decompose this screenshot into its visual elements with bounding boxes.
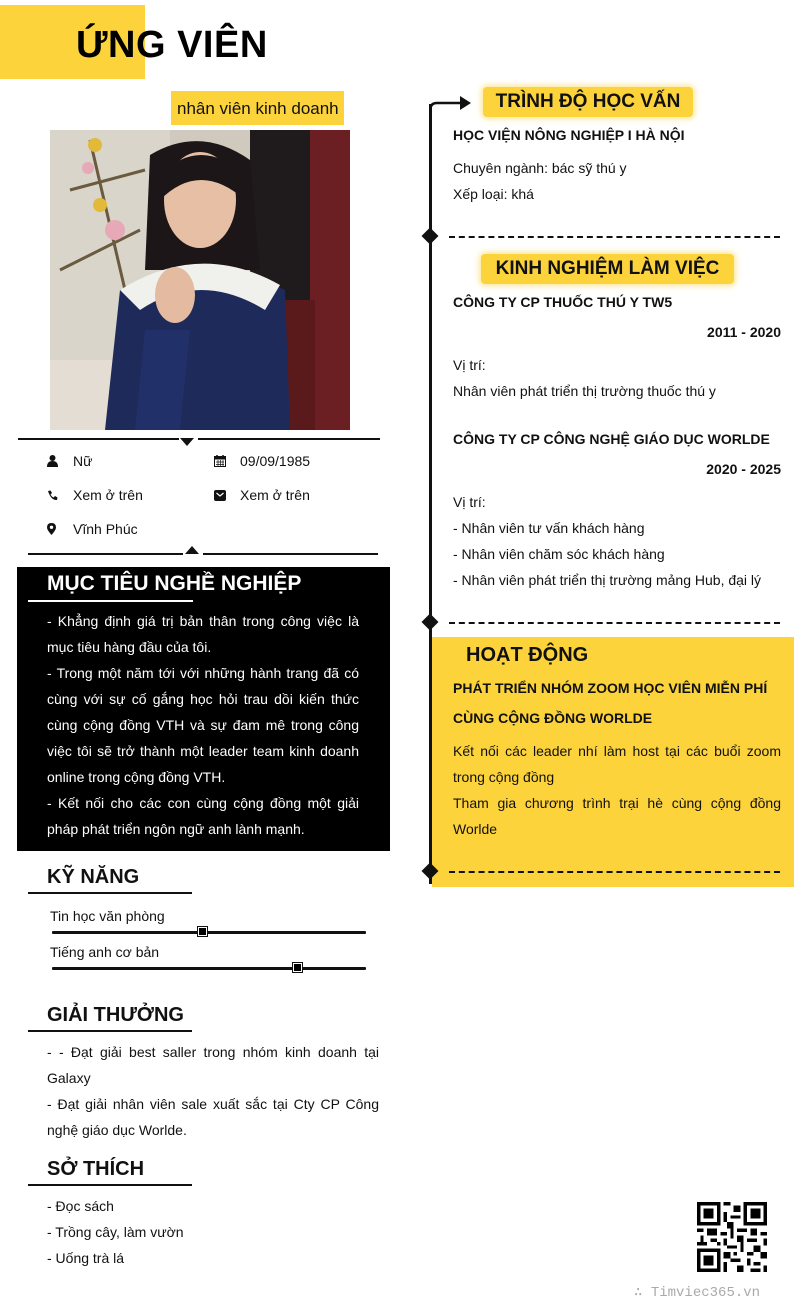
section-divider	[449, 622, 780, 624]
info-top-divider-left	[18, 438, 179, 440]
activity-description	[453, 738, 781, 842]
info-bottom-divider-right	[203, 553, 378, 555]
job-company: CÔNG TY CP THUỐC THÚ Y TW5	[453, 294, 673, 310]
birthday-value: 09/09/1985	[240, 453, 311, 469]
portrait-illustration	[50, 130, 350, 430]
candidate-photo	[50, 130, 350, 430]
job-position-label: Vị trí:	[453, 494, 486, 510]
job-company: CÔNG TY CP CÔNG NGHỆ GIÁO DỤC WORLDE	[453, 431, 770, 447]
objective-title: MỤC TIÊU NGHỀ NGHIỆP	[47, 572, 302, 595]
skill-level-handle	[292, 962, 303, 973]
user-icon	[47, 455, 73, 467]
award-item: - - Đạt giải best saller trong nhóm kinh doanh tại Galaxy	[47, 1044, 379, 1086]
section-divider	[449, 236, 780, 238]
calendar-icon	[214, 455, 240, 467]
education-major: Chuyên ngành: bác sỹ thú y	[453, 160, 627, 176]
skill-level-handle	[197, 926, 208, 937]
phone-value[interactable]: Xem ở trên	[73, 487, 143, 503]
skills-title: KỸ NĂNG	[47, 866, 140, 888]
activity-name: PHÁT TRIỂN NHÓM ZOOM HỌC VIÊN MIỄN PHÍ	[453, 680, 768, 696]
job-title-badge: nhân viên kinh doanh	[171, 91, 344, 125]
job-detail: - Nhân viên phát triển thị trường mảng Hub, đại lý	[453, 572, 762, 588]
hobby-item: - Uống trà lá	[47, 1250, 125, 1266]
skills-title-underline	[28, 892, 192, 894]
objective-line: - Kết nối cho các con cùng cộng đồng một giải pháp phát triển ngôn ngữ anh lành mạnh.	[47, 795, 359, 837]
activity-name: CÙNG CỘNG ĐỒNG WORLDE	[453, 710, 653, 726]
hobbies-list	[47, 1193, 347, 1271]
activity-desc-line: Tham gia chương trình trại hè cùng cộng đồng Worlde	[453, 795, 781, 837]
hobbies-title: SỞ THÍCH	[47, 1158, 145, 1180]
qr-code[interactable]	[697, 1202, 767, 1272]
site-watermark: ∴ Timviec365.vn	[634, 1285, 761, 1301]
email-value[interactable]: Xem ở trên	[240, 487, 310, 503]
objective-line: - Trong một năm tới với những hành trang đã có cùng với sự cố gắng học hỏi trau dồi kiến thức cùng cộng đồng VTH và sự đam mê trong công việc tôi sẽ trở thành một leader team kinh doanh online trong cộng đồng VTH.	[47, 665, 359, 785]
info-phone	[47, 487, 143, 503]
education-school: HỌC VIỆN NÔNG NGHIỆP I HÀ NỘI	[453, 127, 685, 143]
info-top-divider-right	[198, 438, 380, 440]
education-title: TRÌNH ĐỘ HỌC VẤN	[495, 91, 681, 112]
timeline-node	[422, 228, 439, 245]
activities-title: HOẠT ĐỘNG	[466, 644, 589, 666]
address-value: Vĩnh Phúc	[73, 521, 138, 537]
objective-title-underline	[28, 600, 193, 602]
education-title-badge	[483, 87, 693, 117]
job-period: 2011 - 2020	[707, 324, 781, 340]
hobby-item: - Trồng cây, làm vườn	[47, 1224, 184, 1240]
envelope-icon	[214, 490, 240, 501]
objective-text	[47, 608, 359, 842]
job-detail: Nhân viên phát triển thị trường thuốc thú y	[453, 383, 716, 399]
info-gender	[47, 453, 92, 469]
career-objective-section	[17, 567, 390, 851]
info-email	[214, 487, 310, 503]
awards-list	[47, 1039, 379, 1143]
phone-icon	[47, 490, 73, 501]
awards-title: GIẢI THƯỞNG	[47, 1004, 184, 1026]
gender-value: Nữ	[73, 453, 93, 469]
activity-desc-line: Kết nối các leader nhí làm host tại các buổi zoom trong cộng đồng	[453, 743, 781, 785]
skill-bar-track	[52, 931, 366, 934]
job-position-label: Vị trí:	[453, 357, 486, 373]
divider-arrow-up	[185, 546, 199, 554]
section-divider	[449, 871, 780, 873]
skill-label: Tin học văn phòng	[50, 908, 165, 924]
candidate-name: ỨNG VIÊN	[76, 24, 268, 66]
awards-title-underline	[28, 1030, 192, 1032]
timeline-line	[429, 104, 432, 884]
hobby-item: - Đọc sách	[47, 1198, 114, 1214]
info-birthday	[214, 453, 310, 469]
job-detail: - Nhân viên tư vấn khách hàng	[453, 520, 645, 536]
objective-line: - Khẳng định giá trị bản thân trong công việc là mục tiêu hàng đầu của tôi.	[47, 613, 359, 655]
education-rank: Xếp loại: khá	[453, 186, 534, 202]
divider-arrow-down	[180, 438, 194, 446]
experience-title: KINH NGHIỆM LÀM VIỆC	[495, 258, 720, 279]
info-address	[47, 521, 138, 537]
job-detail: - Nhân viên chăm sóc khách hàng	[453, 546, 665, 562]
skill-bar-track	[52, 967, 366, 970]
job-period: 2020 - 2025	[706, 461, 781, 477]
map-marker-icon	[47, 523, 73, 535]
timeline-arrow-icon	[428, 93, 472, 113]
skill-label: Tiếng anh cơ bản	[50, 944, 160, 960]
timeline-node	[422, 614, 439, 631]
info-bottom-divider-left	[28, 553, 183, 555]
hobbies-title-underline	[28, 1184, 192, 1186]
experience-title-badge	[481, 254, 734, 284]
award-item: - Đạt giải nhân viên sale xuất sắc tại Cty CP Công nghệ giáo dục Worlde.	[47, 1096, 379, 1138]
